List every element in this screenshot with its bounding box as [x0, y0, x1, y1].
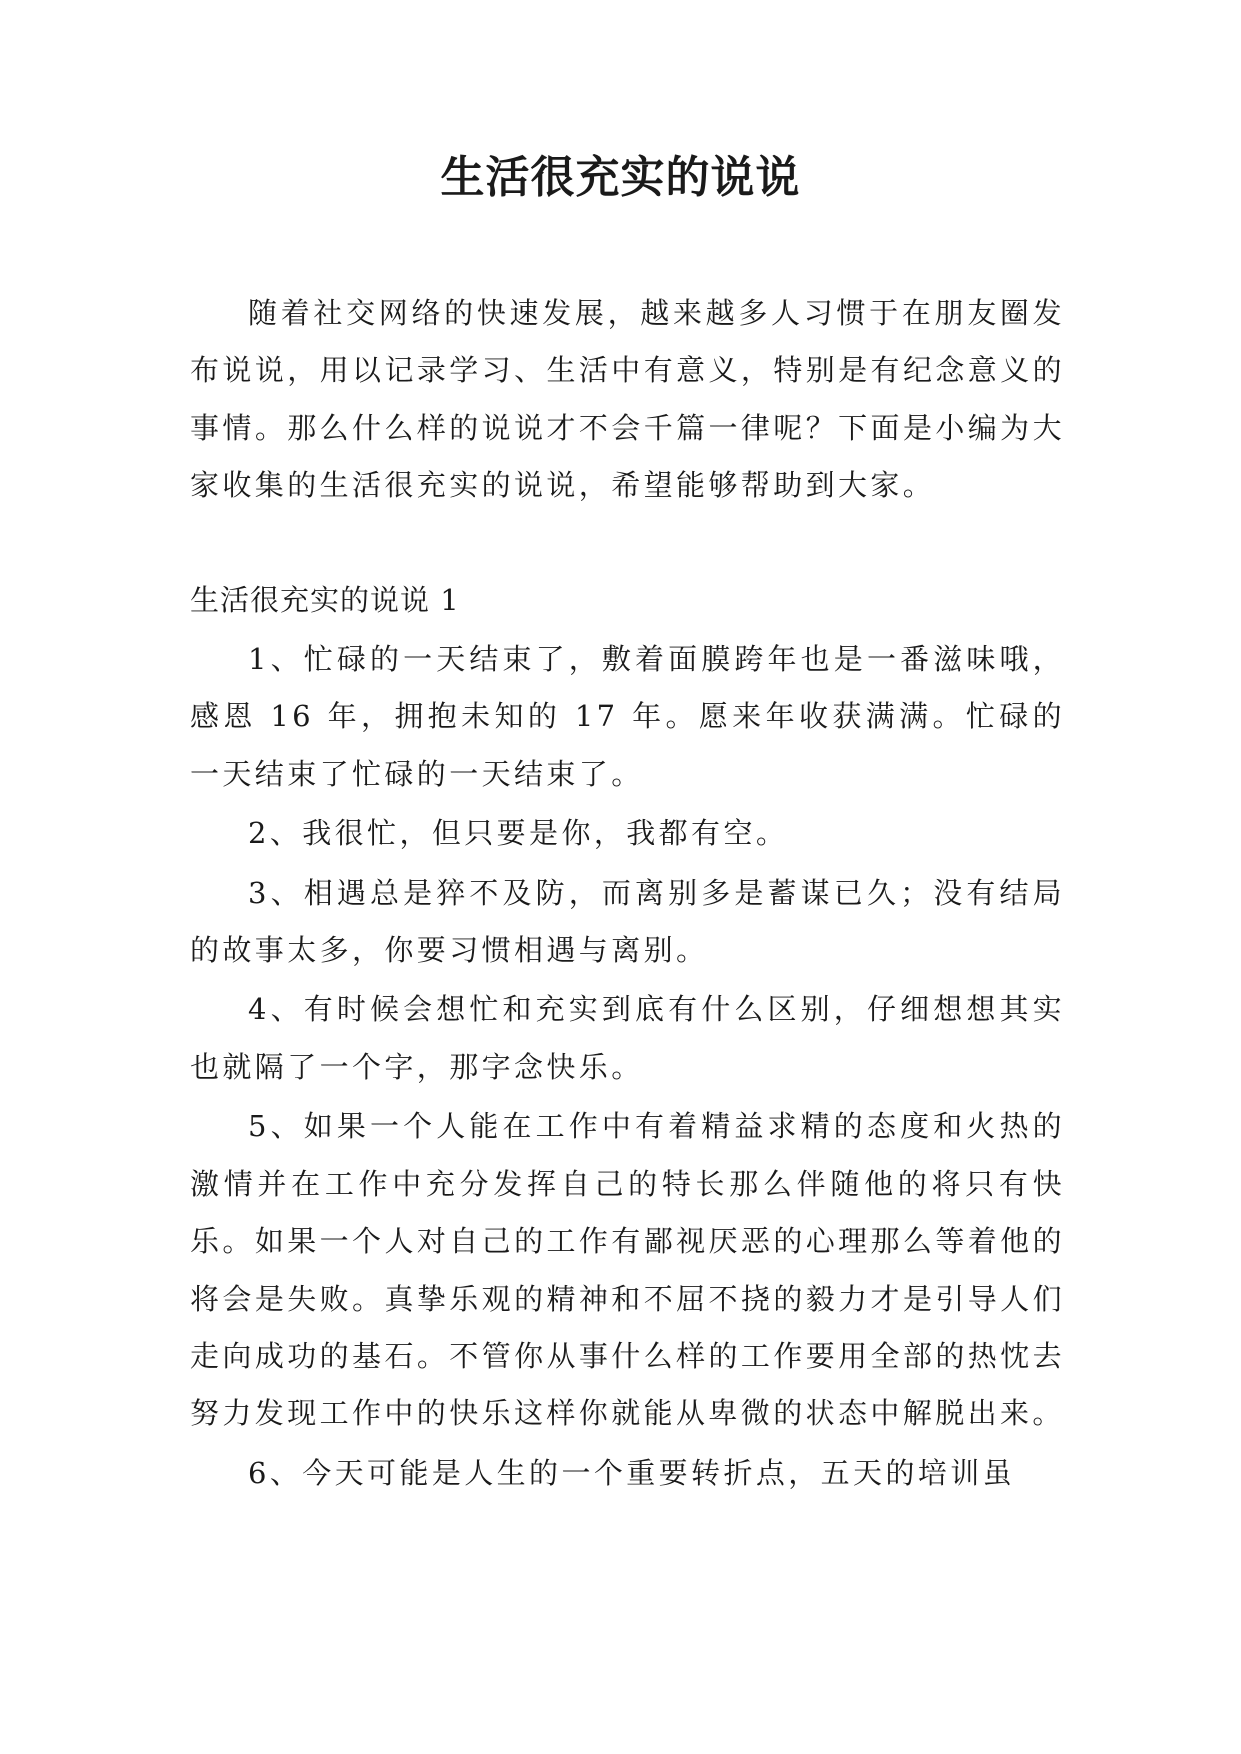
list-item-1: 1、忙碌的一天结束了，敷着面膜跨年也是一番滋味哦，感恩 16 年，拥抱未知的 17 年。愿来年收获满满。忙碌的一天结束了忙碌的一天结束了。: [190, 642, 1065, 791]
intro-paragraph: 随着社交网络的快速发展，越来越多人习惯于在朋友圈发布说说，用以记录学习、生活中有意义，特别是有纪念意义的事情。那么什么样的说说才不会千篇一律呢？下面是小编为大家收集的生活很充实的说说，希望能够帮助到大家。: [190, 296, 1065, 503]
document-body: [190, 285, 1065, 1502]
list-item-4: 4、有时候会想忙和充实到底有什么区别，仔细想想其实也就隔了一个字，那字念快乐。: [190, 992, 1065, 1084]
section-heading: 生活很充实的说说 1: [190, 582, 460, 617]
list-item-3: 3、相遇总是猝不及防，而离别多是蓄谋已久；没有结局的故事太多，你要习惯相遇与离别。: [190, 875, 1065, 968]
document-title: 生活很充实的说说: [440, 152, 801, 203]
list-item-2: 2、我很忙，但只要是你，我都有空。: [248, 816, 789, 851]
list-item-6: 6、今天可能是人生的一个重要转折点，五天的培训虽: [248, 1455, 1016, 1490]
list-item-5: 5、如果一个人能在工作中有着精益求精的态度和火热的激情并在工作中充分发挥自己的特长那么伴随他的将只有快乐。如果一个人对自己的工作有鄙视厌恶的心理那么等着他的将会是失败。真挚乐观的精神和不屈不挠的毅力才是引导人们走向成功的基石。不管你从事什么样的工作要用全部的热忱去努力发现工作中的快乐这样你就能从卑微的状态中解脱出来。: [190, 1109, 1065, 1431]
